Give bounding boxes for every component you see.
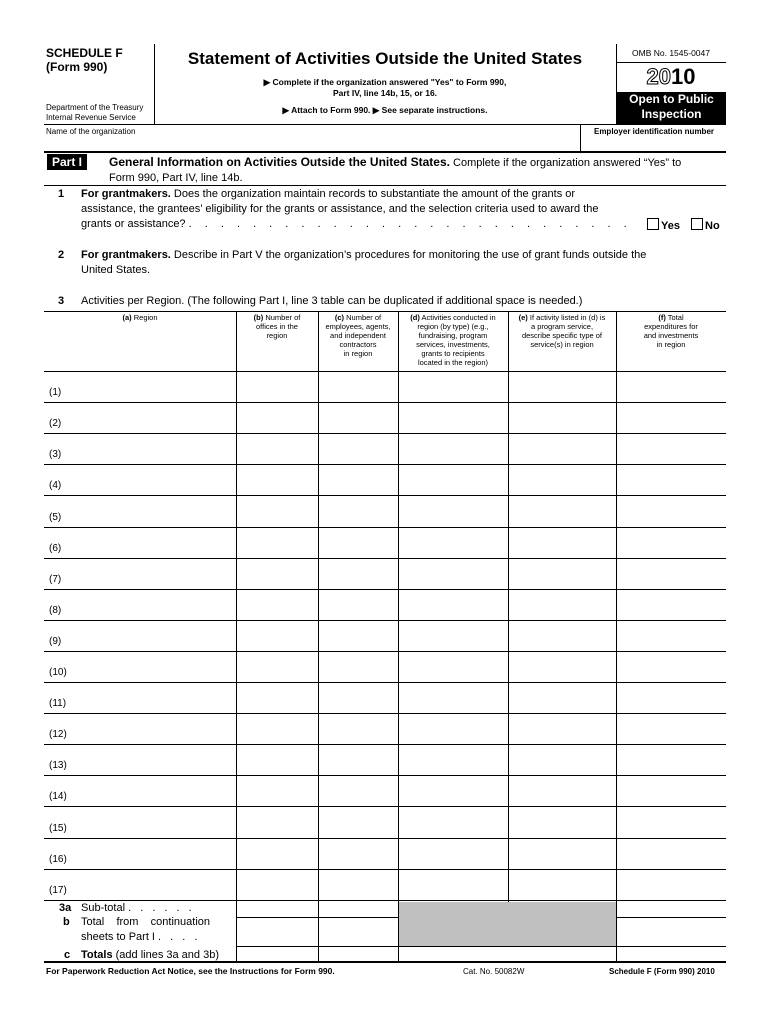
row-divider: [44, 402, 726, 403]
row-divider: [44, 527, 726, 528]
ein-label: Employer identification number: [593, 127, 714, 136]
totals-divider: [236, 946, 726, 947]
region-row-label: (13): [49, 760, 67, 771]
row-divider: [44, 433, 726, 434]
row-divider: [44, 651, 726, 652]
q1-yes-option[interactable]: Yes: [647, 218, 680, 234]
row-divider: [44, 558, 726, 559]
q2-number: 2: [58, 249, 65, 261]
region-row-label: (10): [49, 667, 67, 678]
row-divider: [44, 806, 726, 807]
form-reference: Schedule F (Form 990) 2010: [609, 967, 715, 976]
region-row-label: (4): [49, 480, 62, 491]
q1-no-option[interactable]: No: [691, 218, 720, 234]
line-3c-label: Totals (add lines 3a and 3b): [81, 949, 219, 961]
q1-number: 1: [58, 188, 65, 200]
row-divider: [44, 464, 726, 465]
col-b-header: (b) Number of offices in the region: [253, 313, 301, 340]
region-row-label: (16): [49, 854, 67, 865]
region-row-label: (8): [49, 605, 62, 616]
col-f-header: (f) Total expenditures for and investments in region: [643, 313, 699, 349]
line-3c-number: c: [64, 949, 71, 961]
org-name-label: Name of the organization: [46, 127, 136, 136]
line-3b-number: b: [63, 916, 70, 928]
instruction-complete: ▶ Complete if the organization answered "Yes" to Form 990, Part IV, line 14b, 15, or 16.: [263, 77, 507, 98]
q1-yes-checkbox[interactable]: [647, 218, 659, 230]
part1-title: General Information on Activities Outside the United States. Complete if the organization answered “Yes” to Form 990, Part IV, line 14b.: [109, 155, 682, 184]
department-text: Department of the Treasury Internal Revenue Service: [46, 103, 144, 122]
region-row-label: (12): [49, 729, 67, 740]
region-row-label: (5): [49, 512, 62, 523]
region-row-label: (9): [49, 636, 62, 647]
part1-badge: Part I: [47, 154, 87, 170]
row-divider: [44, 713, 726, 714]
col-a-header: (a) Region: [122, 313, 158, 322]
row-divider: [44, 682, 726, 683]
region-row-label: (11): [49, 698, 67, 709]
region-row-label: (14): [49, 791, 67, 802]
region-row-label: (3): [49, 449, 62, 460]
tax-year: 2010: [646, 64, 696, 89]
row-divider: [44, 589, 726, 590]
region-row-label: (1): [49, 387, 62, 398]
q3-text: Activities per Region. (The following Part I, line 3 table can be duplicated if additional space is needed.): [81, 295, 583, 307]
row-divider: [44, 495, 726, 496]
line-3a-number: 3a: [59, 902, 72, 914]
region-row-label: (17): [49, 885, 67, 896]
instruction-attach: ▶ Attach to Form 990. ▶ See separate instructions.: [282, 105, 488, 115]
row-divider: [44, 620, 726, 621]
open-to-public-banner: Open to Public Inspection: [617, 92, 726, 124]
row-divider: [44, 775, 726, 776]
omb-number: OMB No. 1545-0047: [632, 48, 710, 58]
region-row-label: (7): [49, 574, 62, 585]
line-3a-label: Sub-total . . . . . .: [81, 902, 195, 914]
region-row-label: (15): [49, 823, 67, 834]
region-row-label: (2): [49, 418, 62, 429]
row-divider: [44, 838, 726, 839]
shaded-3b-d-e: [399, 902, 616, 946]
schedule-name: SCHEDULE F: [46, 46, 123, 60]
q3-number: 3: [58, 295, 65, 307]
q2-text: For grantmakers. Describe in Part V the organization’s procedures for monitoring the use of grant funds outside the United States.: [81, 249, 647, 276]
form-number: (Form 990): [46, 60, 108, 74]
q1-no-checkbox[interactable]: [691, 218, 703, 230]
paperwork-notice: For Paperwork Reduction Act Notice, see the Instructions for Form 990.: [46, 966, 335, 976]
catalog-number: Cat. No. 50082W: [463, 967, 525, 976]
col-c-header: (c) Number of employees, agents, and independent contractors in region: [325, 313, 391, 358]
col-d-header: (d) Activities conducted in region (by type) (e.g., fundraising, program services, investments, grants to recipients located in the region): [410, 313, 496, 367]
col-e-header: (e) If activity listed in (d) is a program service, describe specific type of service(s) in region: [518, 313, 606, 349]
q1-text: For grantmakers. Does the organization maintain records to substantiate the amount of the grants or assistance, the grantees’ eligibility for the grants or assistance, and the selection criteria used to award the grants or assistance? . . . . . . . . . . . . . . . . . . . . . . . . . . . .: [81, 188, 632, 230]
region-row-label: (6): [49, 543, 62, 554]
line-3b-label: Total from continuation sheets to Part I . . . .: [81, 916, 211, 943]
row-divider: [44, 869, 726, 870]
form-title: Statement of Activities Outside the United States: [187, 49, 583, 68]
schedule-block: [46, 46, 123, 74]
row-divider: [44, 744, 726, 745]
